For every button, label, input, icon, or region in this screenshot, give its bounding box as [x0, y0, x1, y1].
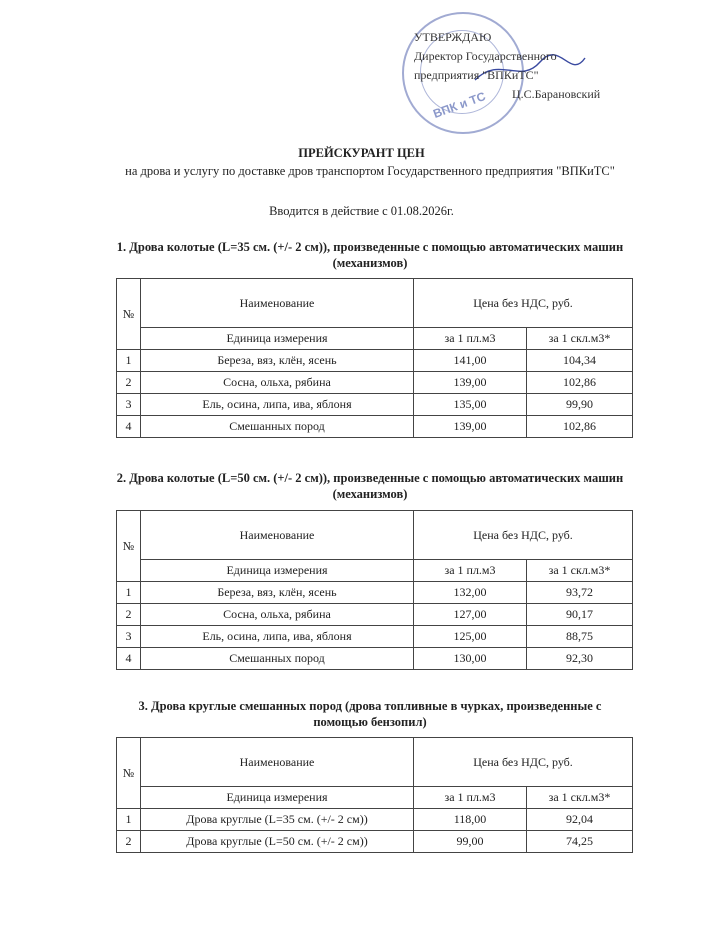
approval-org: предприятия "ВПКиТС": [414, 68, 539, 82]
table-row: [117, 394, 633, 416]
row-stacked: 102,86: [527, 416, 633, 438]
row-num: 1: [117, 809, 141, 831]
row-num: 1: [117, 582, 141, 604]
row-dense: 127,00: [414, 604, 527, 626]
col-dense: за 1 пл.м3: [414, 787, 527, 809]
price-table: [116, 737, 633, 853]
col-name: Наименование: [141, 511, 414, 560]
row-name: Ель, осина, липа, ива, яблоня: [141, 394, 414, 416]
table-row: [117, 604, 633, 626]
row-dense: 135,00: [414, 394, 527, 416]
table-row: [117, 350, 633, 372]
col-name: Наименование: [141, 738, 414, 787]
row-name: Сосна, ольха, рябина: [141, 372, 414, 394]
row-stacked: 102,86: [527, 372, 633, 394]
row-stacked: 104,34: [527, 350, 633, 372]
approval-position: Директор Государственного: [414, 49, 557, 63]
table-row: [117, 626, 633, 648]
document-subtitle: на дрова и услугу по доставке дров транспортом Государственного предприятия "ВПКиТС": [125, 164, 615, 178]
price-table: [116, 278, 633, 438]
col-stacked: за 1 скл.м3*: [527, 328, 633, 350]
row-stacked: 92,30: [527, 648, 633, 670]
row-num: 2: [117, 604, 141, 626]
row-stacked: 74,25: [527, 831, 633, 853]
approval-signer: Ц.С.Барановский: [512, 87, 601, 101]
row-name: Дрова круглые (L=50 см. (+/- 2 см)): [141, 831, 414, 853]
section-title: 2. Дрова колотые (L=50 см. (+/- 2 см)), произведенные с помощью автоматических машин (механизмов): [116, 471, 624, 501]
col-dense: за 1 пл.м3: [414, 328, 527, 350]
document-title: ПРЕЙСКУРАНТ ЦЕН: [298, 146, 425, 160]
row-name: Смешанных пород: [141, 416, 414, 438]
section-title: 1. Дрова колотые (L=35 см. (+/- 2 см)), произведенные с помощью автоматических машин (механизмов): [116, 240, 624, 270]
seal-text: ВПК и ТС: [431, 89, 488, 121]
table-row: [117, 831, 633, 853]
row-name: Ель, осина, липа, ива, яблоня: [141, 626, 414, 648]
row-dense: 132,00: [414, 582, 527, 604]
col-stacked: за 1 скл.м3*: [527, 787, 633, 809]
col-price: Цена без НДС, руб.: [414, 279, 633, 328]
row-stacked: 92,04: [527, 809, 633, 831]
col-num: №: [117, 738, 141, 809]
row-num: 2: [117, 831, 141, 853]
row-stacked: 90,17: [527, 604, 633, 626]
approval-heading: УТВЕРЖДАЮ: [414, 30, 492, 44]
row-num: 3: [117, 394, 141, 416]
col-unit: Единица измерения: [141, 560, 414, 582]
row-name: Береза, вяз, клён, ясень: [141, 350, 414, 372]
table-row: [117, 582, 633, 604]
table-row: [117, 416, 633, 438]
row-num: 1: [117, 350, 141, 372]
col-num: №: [117, 511, 141, 582]
row-stacked: 93,72: [527, 582, 633, 604]
table-row: [117, 372, 633, 394]
row-dense: 141,00: [414, 350, 527, 372]
row-name: Сосна, ольха, рябина: [141, 604, 414, 626]
section-title: 3. Дрова круглые смешанных пород (дрова топливные в чурках, произведенные с помощью бензопил): [138, 699, 602, 729]
effective-date: Вводится в действие с 01.08.2026г.: [269, 204, 454, 218]
table-row: [117, 809, 633, 831]
row-name: Береза, вяз, клён, ясень: [141, 582, 414, 604]
col-num: №: [117, 279, 141, 350]
row-dense: 130,00: [414, 648, 527, 670]
col-name: Наименование: [141, 279, 414, 328]
row-dense: 139,00: [414, 372, 527, 394]
approval-block: [414, 28, 600, 104]
price-table: [116, 510, 633, 670]
row-name: Смешанных пород: [141, 648, 414, 670]
row-num: 4: [117, 648, 141, 670]
col-price: Цена без НДС, руб.: [414, 738, 633, 787]
row-num: 4: [117, 416, 141, 438]
row-stacked: 99,90: [527, 394, 633, 416]
table-row: [117, 648, 633, 670]
col-unit: Единица измерения: [141, 328, 414, 350]
row-name: Дрова круглые (L=35 см. (+/- 2 см)): [141, 809, 414, 831]
col-unit: Единица измерения: [141, 787, 414, 809]
row-dense: 99,00: [414, 831, 527, 853]
col-price: Цена без НДС, руб.: [414, 511, 633, 560]
row-dense: 125,00: [414, 626, 527, 648]
row-num: 3: [117, 626, 141, 648]
col-dense: за 1 пл.м3: [414, 560, 527, 582]
col-stacked: за 1 скл.м3*: [527, 560, 633, 582]
row-stacked: 88,75: [527, 626, 633, 648]
row-num: 2: [117, 372, 141, 394]
row-dense: 118,00: [414, 809, 527, 831]
row-dense: 139,00: [414, 416, 527, 438]
